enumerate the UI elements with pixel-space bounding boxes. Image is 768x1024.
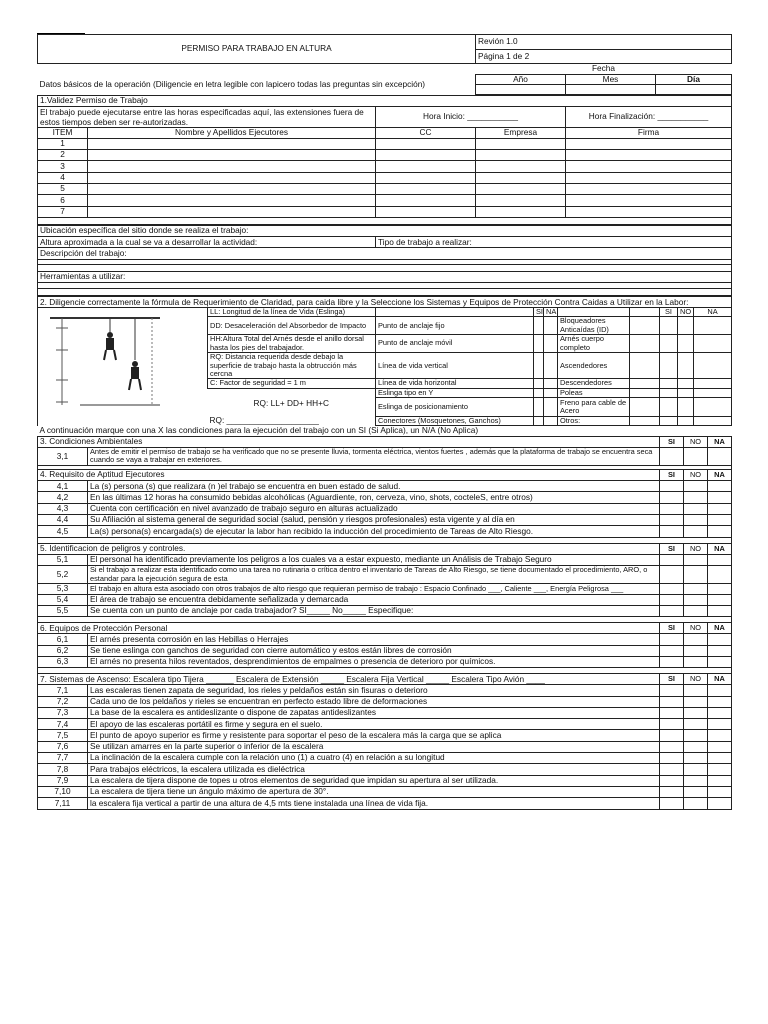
check-item-text: Antes de emitir el permiso de trabajo se ha verificado que no se presente lluvia, tormenta eléctrica, vientos fuertes , además que la plataforma de trabajo se encuentra seca cuando se vaya a trabajar en exteriores. <box>88 448 660 466</box>
check-item-text: El personal ha identificado previamente los peligros a los cuales va a estar expuesto, mediante un Análisis de Trabajo Seguro <box>88 554 660 565</box>
firma-cell[interactable] <box>566 138 732 149</box>
cc-cell[interactable] <box>376 150 476 161</box>
clearance-formula: RQ: LL+ DD+ HH+C <box>253 397 329 408</box>
cc-cell[interactable] <box>376 138 476 149</box>
check-no[interactable] <box>684 719 708 730</box>
item-number: 7,1 <box>38 685 88 696</box>
check-si[interactable] <box>660 786 684 797</box>
equip-otros[interactable]: Otros: <box>558 416 630 426</box>
day-label: Día <box>656 74 732 85</box>
check-no[interactable] <box>684 707 708 718</box>
check-si[interactable] <box>660 335 678 353</box>
check-na[interactable] <box>694 416 732 426</box>
check-no[interactable] <box>684 605 708 616</box>
check-no[interactable] <box>684 566 708 584</box>
na-header: NA <box>708 674 732 685</box>
equip-conectores: Conectores (Mosquetones, Ganchos) <box>376 416 534 426</box>
firma-cell[interactable] <box>566 150 732 161</box>
si-header-right: SI <box>660 308 678 317</box>
item-number: 2 <box>38 150 88 161</box>
empresa-cell[interactable] <box>476 172 566 183</box>
equip-eslinga-posicionamiento: Eslinga de posicionamiento <box>376 398 534 416</box>
check-no[interactable] <box>684 481 708 492</box>
check-na[interactable] <box>544 416 558 426</box>
section2-title: 2. Diligencie correctamente la fórmula de Requerimiento de Claridad, para caida libre y la Seleccione los Sistemas y Equipos de Protección Contra Caidas a Utilizar en la Labor: <box>38 297 732 308</box>
item-number: 5,3 <box>38 584 88 595</box>
check-na[interactable] <box>708 448 732 466</box>
check-si[interactable] <box>660 798 684 809</box>
section6-title: 6. Equipos de Protección Personal <box>38 623 660 634</box>
item-number: 7,9 <box>38 775 88 786</box>
check-no[interactable] <box>684 645 708 656</box>
section5-title: 5. Identificacion de peligros y controles. <box>38 543 660 554</box>
item-number: 7,11 <box>38 798 88 809</box>
check-si[interactable] <box>660 696 684 707</box>
section1-table <box>37 95 732 225</box>
empresa-cell[interactable] <box>476 206 566 217</box>
year-field[interactable] <box>476 85 566 95</box>
work-height[interactable]: Altura aproximada a la cual se va a desarrollar la actividad: <box>38 237 376 248</box>
check-si[interactable] <box>660 566 684 584</box>
check-no[interactable] <box>678 379 694 388</box>
fall-clearance-illustration <box>38 308 208 417</box>
check-no[interactable] <box>678 317 694 335</box>
site-table <box>37 225 732 296</box>
item-number: 7 <box>38 206 88 217</box>
item-number: 6,3 <box>38 657 88 668</box>
month-field[interactable] <box>566 85 656 95</box>
section7-title: 7. Sistemas de Ascenso: Escalera tipo Tijera ______ Escalera de Extensión _____ Escalera Fija Vertical _____ Escalera Tipo Avión ____ <box>38 674 660 685</box>
equip-anclaje-movil: Punto de anclaje móvil <box>376 335 534 353</box>
item-number: 6,2 <box>38 645 88 656</box>
item-number: 4,3 <box>38 503 88 514</box>
check-si[interactable] <box>660 764 684 775</box>
check-na[interactable] <box>708 786 732 797</box>
check-si[interactable] <box>660 317 678 335</box>
check-no[interactable] <box>684 657 708 668</box>
def-rq: RQ: Distancia requerida desde debajo la superficie de trabajo hasta la obtrucción más cercna <box>208 353 376 379</box>
check-si[interactable] <box>660 388 678 398</box>
check-no[interactable] <box>684 764 708 775</box>
check-na[interactable] <box>708 594 732 605</box>
check-na[interactable] <box>708 554 732 565</box>
name-cell[interactable] <box>88 195 376 206</box>
check-item-text: Se tiene eslinga con ganchos de seguridad con cierre automático y estos están libres de corrosión <box>88 645 660 656</box>
checklist-table <box>37 426 732 809</box>
item-number: 7,8 <box>38 764 88 775</box>
check-na[interactable] <box>708 798 732 809</box>
check-si[interactable] <box>534 388 544 398</box>
form-title: PERMISO PARA TRABAJO EN ALTURA <box>38 35 476 64</box>
check-item-text: El apoyo de las escaleras portátil es firme y segura en el suelo. <box>88 719 660 730</box>
check-si[interactable] <box>660 353 678 379</box>
check-na[interactable] <box>544 335 558 353</box>
check-item-text: La (s) persona (s) que realizara (n )el trabajo se encuentra en buen estado de salud. <box>88 481 660 492</box>
firma-cell[interactable] <box>566 206 732 217</box>
cc-cell[interactable] <box>376 206 476 217</box>
month-label: Mes <box>566 74 656 85</box>
name-cell[interactable] <box>88 206 376 217</box>
check-no[interactable] <box>684 554 708 565</box>
workers-diagram-icon <box>40 310 170 408</box>
check-item-text: Cada uno de los peldaños y rieles se encuentran en perfecto estado libre de deformaciones <box>88 696 660 707</box>
check-no[interactable] <box>684 753 708 764</box>
check-si[interactable] <box>660 515 684 526</box>
check-no[interactable] <box>684 685 708 696</box>
na-header: NA <box>544 308 558 317</box>
check-no[interactable] <box>684 584 708 595</box>
check-na[interactable] <box>708 584 732 595</box>
check-na[interactable] <box>694 335 732 353</box>
firma-cell[interactable] <box>566 183 732 194</box>
check-na[interactable] <box>708 645 732 656</box>
check-na[interactable] <box>708 566 732 584</box>
check-na[interactable] <box>544 379 558 388</box>
check-na[interactable] <box>708 741 732 752</box>
equip-arnes: Arnés cuerpo completo <box>558 335 630 353</box>
item-number: 4,5 <box>38 526 88 537</box>
check-na[interactable] <box>708 685 732 696</box>
item-number: 4,4 <box>38 515 88 526</box>
check-na[interactable] <box>708 503 732 514</box>
check-na[interactable] <box>694 388 732 398</box>
check-na[interactable] <box>694 353 732 379</box>
check-no[interactable] <box>684 798 708 809</box>
check-item-text: El arnés no presenta hilos reventados, desprendimientos de empalmes o presencia de deterioro por químicos. <box>88 657 660 668</box>
check-na[interactable] <box>694 317 732 335</box>
item-number: 5,4 <box>38 594 88 605</box>
check-item-text: Cuenta con certificación en nivel avanzado de trabajo seguro en alturas actualizado <box>88 503 660 514</box>
check-si[interactable] <box>660 554 684 565</box>
check-no[interactable] <box>684 786 708 797</box>
name-cell[interactable] <box>88 138 376 149</box>
cc-cell[interactable] <box>376 195 476 206</box>
check-na[interactable] <box>708 657 732 668</box>
check-item-text: El trabajo en altura esta asociado con otros trabajos de alto riesgo que requieran permiso de trabajo : Espacio Confinado ___, Caliente ___, Energía Peligrosa ___ <box>88 584 660 595</box>
check-item-text: El punto de apoyo superior es firme y resistente para soportar el peso de la escalera más la carga que se aplica <box>88 730 660 741</box>
name-cell[interactable] <box>88 150 376 161</box>
no-header: NO <box>684 543 708 554</box>
check-item-text: El área de trabajo se encuentra debidamente señalizada y demarcada <box>88 594 660 605</box>
check-na[interactable] <box>708 605 732 616</box>
check-item-text: Se utilizan amarres en la parte superior o inferior de la escalera <box>88 741 660 752</box>
no-header: NO <box>684 623 708 634</box>
item-number: 7,3 <box>38 707 88 718</box>
check-si[interactable] <box>660 526 684 537</box>
no-header-right: NO <box>678 308 694 317</box>
def-dd: DD: Desaceleración del Absorbedor de Impacto <box>208 317 376 335</box>
item-number: 7,4 <box>38 719 88 730</box>
check-no[interactable] <box>684 775 708 786</box>
site-location[interactable]: Ubicación específica del sitio donde se realiza el trabajo: <box>38 225 732 236</box>
firma-cell[interactable] <box>566 161 732 172</box>
section1-title: 1.Validez Permiso de Trabajo <box>38 96 732 107</box>
cc-cell[interactable] <box>376 161 476 172</box>
check-na[interactable] <box>708 707 732 718</box>
na-header-right: NA <box>694 308 732 317</box>
check-item-text: En las últimas 12 horas ha consumido bebidas alcohólicas (Aguardiente, ron, cerveza, vino, shots, cocteleS, entre otros) <box>88 492 660 503</box>
check-no[interactable] <box>678 388 694 398</box>
check-si[interactable] <box>660 707 684 718</box>
na-header: NA <box>708 469 732 480</box>
work-description[interactable]: Descripción del trabajo: <box>38 248 732 259</box>
si-header: SI <box>534 308 544 317</box>
item-number: 7,7 <box>38 753 88 764</box>
check-si[interactable] <box>660 584 684 595</box>
check-no[interactable] <box>678 335 694 353</box>
item-number: 4 <box>38 172 88 183</box>
name-cell[interactable] <box>88 161 376 172</box>
equip-anclaje-fijo: Punto de anclaje fijo <box>376 317 534 335</box>
check-si[interactable] <box>660 719 684 730</box>
col-empresa: Empresa <box>476 127 566 138</box>
item-number: 5,5 <box>38 605 88 616</box>
na-header: NA <box>708 623 732 634</box>
page-number: Página 1 de 2 <box>476 49 732 64</box>
si-header: SI <box>660 674 684 685</box>
equip-bloqueadores: Bloqueadores Anticaídas (ID) <box>558 317 630 335</box>
item-number: 7,6 <box>38 741 88 752</box>
check-na[interactable] <box>708 696 732 707</box>
check-no[interactable] <box>684 730 708 741</box>
check-no[interactable] <box>684 526 708 537</box>
na-header: NA <box>708 543 732 554</box>
check-item-text: Las escaleras tienen zapata de seguridad, los rieles y peldaños están sin fisuras o deterioro <box>88 685 660 696</box>
item-number: 7,10 <box>38 786 88 797</box>
day-field[interactable] <box>656 85 732 95</box>
check-si[interactable] <box>660 492 684 503</box>
check-no[interactable] <box>678 353 694 379</box>
check-item-text: La escalera de tijera tiene un ángulo máximo de apertura de 30°. <box>88 786 660 797</box>
check-na[interactable] <box>694 398 732 416</box>
check-si[interactable] <box>534 379 544 388</box>
check-na[interactable] <box>544 353 558 379</box>
check-na[interactable] <box>544 398 558 416</box>
rq-field[interactable]: RQ: ____________________ <box>209 415 319 426</box>
check-si[interactable] <box>660 730 684 741</box>
empresa-cell[interactable] <box>476 161 566 172</box>
empresa-cell[interactable] <box>476 150 566 161</box>
check-no[interactable] <box>678 398 694 416</box>
item-number: 6,1 <box>38 634 88 645</box>
equip-linea-vertical: Línea de vida vertical <box>376 353 534 379</box>
equip-descendedores: Descendedores <box>558 379 630 388</box>
empresa-cell[interactable] <box>476 195 566 206</box>
start-time[interactable]: Hora Inicio: ___________ <box>376 106 566 127</box>
cc-cell[interactable] <box>376 183 476 194</box>
check-item-text[interactable]: Se cuenta con un punto de anclaje por cada trabajador? SI_____ No_____ Especifique: <box>88 605 660 616</box>
check-si[interactable] <box>534 317 544 335</box>
check-no[interactable] <box>684 492 708 503</box>
equip-eslinga-y: Eslinga tipo en Y <box>376 388 534 398</box>
check-si[interactable] <box>660 741 684 752</box>
check-na[interactable] <box>694 379 732 388</box>
equip-ascendedores: Ascendedores <box>558 353 630 379</box>
equip-freno: Freno para cable de Acero <box>558 398 630 416</box>
no-header: NO <box>684 436 708 447</box>
item-number: 3,1 <box>38 448 88 466</box>
check-na[interactable] <box>708 730 732 741</box>
check-na[interactable] <box>544 388 558 398</box>
si-header: SI <box>660 469 684 480</box>
check-na[interactable] <box>708 764 732 775</box>
check-si[interactable] <box>534 398 544 416</box>
si-header: SI <box>660 436 684 447</box>
item-number: 7,5 <box>38 730 88 741</box>
firma-cell[interactable] <box>566 172 732 183</box>
item-number: 4,1 <box>38 481 88 492</box>
check-si[interactable] <box>660 398 678 416</box>
check-si[interactable] <box>660 448 684 466</box>
section4-title: 4. Requisito de Aptitud Ejecutores <box>38 469 660 480</box>
check-na[interactable] <box>708 515 732 526</box>
check-si[interactable] <box>534 353 544 379</box>
na-header: NA <box>708 436 732 447</box>
col-cc: CC <box>376 127 476 138</box>
check-item-text: La(s) persona(s) encargada(s) de ejecutar la labor han recibido la inducción del procedimiento de Tareas de Alto Riesgo. <box>88 526 660 537</box>
check-si[interactable] <box>660 685 684 696</box>
section3-title: 3. Condiciones Ambientales <box>38 436 660 447</box>
check-no[interactable] <box>678 416 694 426</box>
validity-note: El trabajo puede ejecutarse entre las horas especificadas aquí, las extensiones fuera de estos tiempos deben ser re-autorizadas. <box>38 106 376 127</box>
end-time[interactable]: Hora Finalización: ___________ <box>566 106 732 127</box>
item-number: 7,2 <box>38 696 88 707</box>
def-hh: HH:Altura Total del Arnés desde el anillo dorsal hasta los pies del trabajador. <box>208 335 376 353</box>
item-number: 3 <box>38 161 88 172</box>
item-number: 1 <box>38 138 88 149</box>
check-na[interactable] <box>708 775 732 786</box>
check-item-text: Para trabajos eléctricos, la escalera utilizada es dieléctrica <box>88 764 660 775</box>
check-item-text: Si el trabajo a realizar esta identificado como una tarea no rutinaria o crítica dentro el inventario de Tareas de Alto Riesgo, se tiene documentado el procedimiento, ARO, o estandar para la ejecución segura de esta <box>88 566 660 584</box>
check-si[interactable] <box>660 416 678 426</box>
work-type[interactable]: Tipo de trabajo a realizar: <box>376 237 732 248</box>
check-na[interactable] <box>708 719 732 730</box>
instruction: A continuación marque con una X las condiciones para la ejecución del trabajo con un SI (Si Aplica), un N/A (No Aplica) <box>39 426 479 436</box>
si-header: SI <box>660 623 684 634</box>
check-item-text: la escalera fija vertical a partir de una altura de 4,5 mts tiene instalada una línea de vida fija. <box>88 798 660 809</box>
check-si[interactable] <box>660 645 684 656</box>
check-item-text: La inclinación de la escalera cumple con la relación uno (1) a cuatro (4) en relación a su longitud <box>88 753 660 764</box>
check-si[interactable] <box>660 594 684 605</box>
check-si[interactable] <box>660 753 684 764</box>
no-header: NO <box>684 674 708 685</box>
firma-cell[interactable] <box>566 195 732 206</box>
tools[interactable]: Herramientas a utilizar: <box>38 271 732 282</box>
revision: Revión 1.0 <box>476 35 732 50</box>
check-si[interactable] <box>534 416 544 426</box>
check-no[interactable] <box>684 515 708 526</box>
check-na[interactable] <box>544 317 558 335</box>
check-item-text: Su Afiliación al sistema general de seguridad social (salud, pensión y riesgos profesionales) esta vigente y al día en <box>88 515 660 526</box>
check-na[interactable] <box>708 526 732 537</box>
check-si[interactable] <box>660 775 684 786</box>
cc-cell[interactable] <box>376 172 476 183</box>
def-ll: LL: Longitud de la línea de Vida (Eslinga) <box>208 308 376 317</box>
check-na[interactable] <box>708 753 732 764</box>
name-cell[interactable] <box>88 172 376 183</box>
fecha-label: Fecha <box>591 63 616 73</box>
check-no[interactable] <box>684 634 708 645</box>
check-na[interactable] <box>708 634 732 645</box>
check-si[interactable] <box>660 605 684 616</box>
item-number: 5 <box>38 183 88 194</box>
check-item-text: El arnés presenta corrosión en las Hebillas o Herrajes <box>88 634 660 645</box>
check-si[interactable] <box>534 335 544 353</box>
empresa-cell[interactable] <box>476 138 566 149</box>
item-number: 4,2 <box>38 492 88 503</box>
check-no[interactable] <box>684 696 708 707</box>
check-si[interactable] <box>660 503 684 514</box>
si-header: SI <box>660 543 684 554</box>
item-number: 5,2 <box>38 566 88 584</box>
year-label: Año <box>476 74 566 85</box>
equip-linea-horizontal: Línea de vida horizontal <box>376 379 534 388</box>
check-si[interactable] <box>660 379 678 388</box>
section2-table <box>37 296 732 426</box>
def-c: C: Factor de seguridad = 1 m <box>208 379 376 388</box>
item-number: 6 <box>38 195 88 206</box>
item-number: 5,1 <box>38 554 88 565</box>
check-si[interactable] <box>660 634 684 645</box>
col-nombre: Nombre y Apellidos Ejecutores <box>88 127 376 138</box>
check-na[interactable] <box>708 481 732 492</box>
permit-form <box>37 34 731 810</box>
check-si[interactable] <box>660 481 684 492</box>
header-table <box>37 34 732 95</box>
equip-poleas: Poleas <box>558 388 630 398</box>
check-item-text: La base de la escalera es antideslizante o dispone de zapatas antideslizantes <box>88 707 660 718</box>
check-no[interactable] <box>684 741 708 752</box>
check-item-text: La escalera de tijera dispone de topes u otros elementos de seguridad que impidan su apertura al ser utilizada. <box>88 775 660 786</box>
name-cell[interactable] <box>88 183 376 194</box>
check-no[interactable] <box>684 503 708 514</box>
check-na[interactable] <box>708 492 732 503</box>
check-no[interactable] <box>684 448 708 466</box>
check-no[interactable] <box>684 594 708 605</box>
empresa-cell[interactable] <box>476 183 566 194</box>
col-item: ITEM <box>38 127 88 138</box>
check-si[interactable] <box>660 657 684 668</box>
no-header: NO <box>684 469 708 480</box>
intro-text: Datos básicos de la operación (Diligencie en letra legible con lapicero todas las preguntas sin excepción) <box>39 78 426 89</box>
col-firma: Firma <box>566 127 732 138</box>
